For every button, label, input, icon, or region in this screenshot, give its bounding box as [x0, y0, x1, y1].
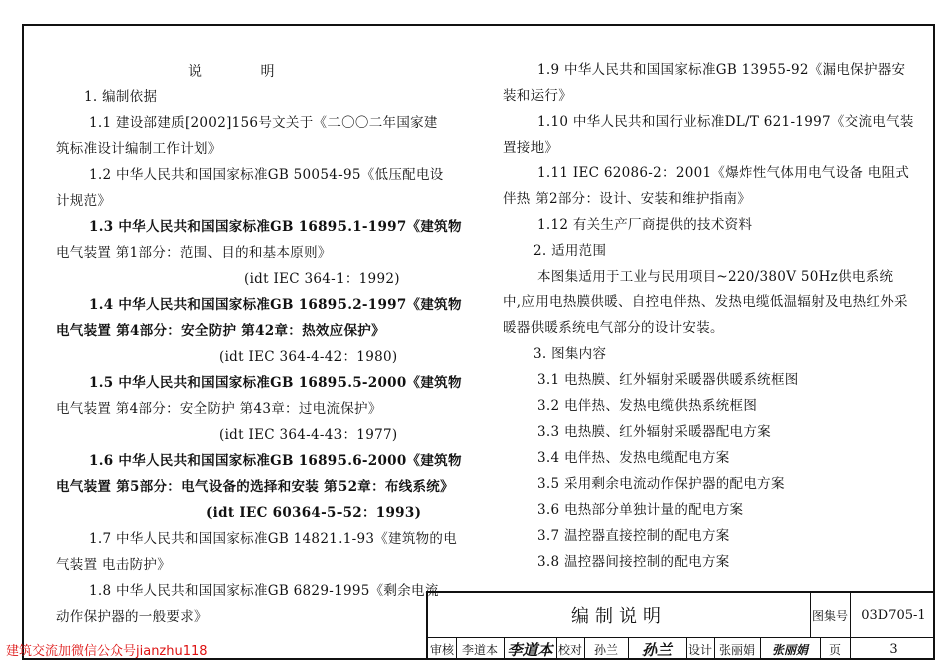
watermark-text: 建筑交流加微信公众号jianzhu118	[6, 644, 208, 659]
left-text-line: 电气装置 第4部分：安全防护 第43章：过电流保护》	[56, 401, 382, 417]
left-text-line: 1.8 中华人民共和国国家标准GB 6829-1995《剩余电流	[89, 583, 439, 599]
left-text-line: 1.2 中华人民共和国国家标准GB 50054-95《低压配电设	[89, 167, 444, 183]
left-text-line: 1.4 中华人民共和国国家标准GB 16895.2-1997《建筑物	[89, 297, 462, 313]
checker-signature: 孙兰	[641, 640, 672, 659]
left-text-line: 1. 编制依据	[84, 89, 158, 105]
right-text-line: 3. 图集内容	[533, 346, 607, 362]
right-text-line: 1.10 中华人民共和国行业标准DL/T 621-1997《交流电气装	[537, 114, 914, 130]
right-text-line: 中,应用电热膜供暖、自控电伴热、发热电缆低温辐射及电热红外采	[503, 294, 908, 310]
reviewer-name: 李道本	[461, 642, 498, 657]
right-text-line: 1.9 中华人民共和国国家标准GB 13955-92《漏电保护器安	[537, 62, 906, 78]
right-text-line: 暖器供暖系统电气部分的设计安装。	[503, 320, 724, 336]
right-text-line: 3.1 电热膜、红外辐射采暖器供暖系统框图	[537, 372, 799, 388]
left-text-line: 电气装置 第4部分：安全防护 第42章：热效应保护》	[56, 323, 385, 339]
designer-signature: 张丽娟	[771, 642, 808, 657]
designer-name: 张丽娟	[718, 642, 755, 657]
title-block	[426, 591, 935, 660]
left-text-line: (idt IEC 364-4-42：1980)	[219, 349, 398, 365]
review-label: 审核	[429, 642, 454, 657]
right-text-line: 3.8 温控器间接控制的配电方案	[537, 554, 730, 570]
left-text-line: 1.5 中华人民共和国国家标准GB 16895.5-2000《建筑物	[89, 375, 462, 391]
heading-char-1: 说	[188, 64, 203, 80]
design-label: 设计	[687, 642, 712, 657]
page-label: 页	[828, 642, 841, 657]
right-text-line: 3.5 采用剩余电流动作保护器的配电方案	[537, 476, 785, 492]
left-text-line: (idt IEC 60364-5-52：1993)	[206, 505, 422, 521]
heading-char-2: 明	[260, 64, 275, 80]
right-text-line: 本图集适用于工业与民用项目~220/380V 50Hz供电系统	[537, 269, 894, 285]
right-text-line: 1.11 IEC 62086-2：2001《爆炸性气体用电气设备 电阻式	[537, 165, 910, 181]
left-text-line: 筑标准设计编制工作计划》	[56, 141, 222, 157]
right-text-line: 3.7 温控器直接控制的配电方案	[537, 528, 730, 544]
atlas-number: 03D705-1	[861, 607, 926, 623]
right-text-line: 3.4 电伴热、发热电缆配电方案	[537, 450, 730, 466]
left-text-line: 1.3 中华人民共和国国家标准GB 16895.1-1997《建筑物	[89, 219, 462, 235]
right-text-line: 伴热 第2部分：设计、安装和维护指南》	[503, 191, 752, 207]
right-text-line: 3.2 电伴热、发热电缆供热系统框图	[537, 398, 758, 414]
page-heading	[188, 61, 275, 81]
right-text-line: 3.6 电热部分单独计量的配电方案	[537, 502, 744, 518]
right-text-line: 2. 适用范围	[533, 243, 607, 259]
left-text-line: (idt IEC 364-1：1992)	[244, 271, 400, 287]
left-text-line: 1.7 中华人民共和国国家标准GB 14821.1-93《建筑物的电	[89, 531, 458, 547]
left-text-line: 1.1 建设部建质[2002]156号文关于《二〇〇二年国家建	[89, 115, 438, 131]
right-text-line: 1.12 有关生产厂商提供的技术资料	[537, 217, 753, 233]
checker-name: 孙兰	[593, 642, 618, 657]
left-text-line: 电气装置 第5部分：电气设备的选择和安装 第52章：布线系统》	[56, 479, 454, 495]
atlas-label: 图集号	[811, 608, 848, 623]
left-text-line: (idt IEC 364-4-43：1977)	[219, 427, 398, 443]
right-text-line: 3.3 电热膜、红外辐射采暖器配电方案	[537, 424, 771, 440]
left-text-line: 电气装置 第1部分：范围、目的和基本原则》	[56, 245, 332, 261]
drawing-title: 编制说明	[571, 606, 667, 627]
check-label: 校对	[557, 642, 582, 657]
left-text-line: 动作保护器的一般要求》	[56, 609, 208, 625]
reviewer-signature: 李道本	[507, 640, 553, 659]
page-number: 3	[889, 641, 898, 657]
left-text-line: 计规范》	[56, 193, 112, 209]
left-text-line: 气装置 电击防护》	[56, 557, 171, 573]
right-text-line: 装和运行》	[503, 88, 572, 104]
left-text-line: 1.6 中华人民共和国国家标准GB 16895.6-2000《建筑物	[89, 453, 462, 469]
right-text-line: 置接地》	[503, 140, 559, 156]
